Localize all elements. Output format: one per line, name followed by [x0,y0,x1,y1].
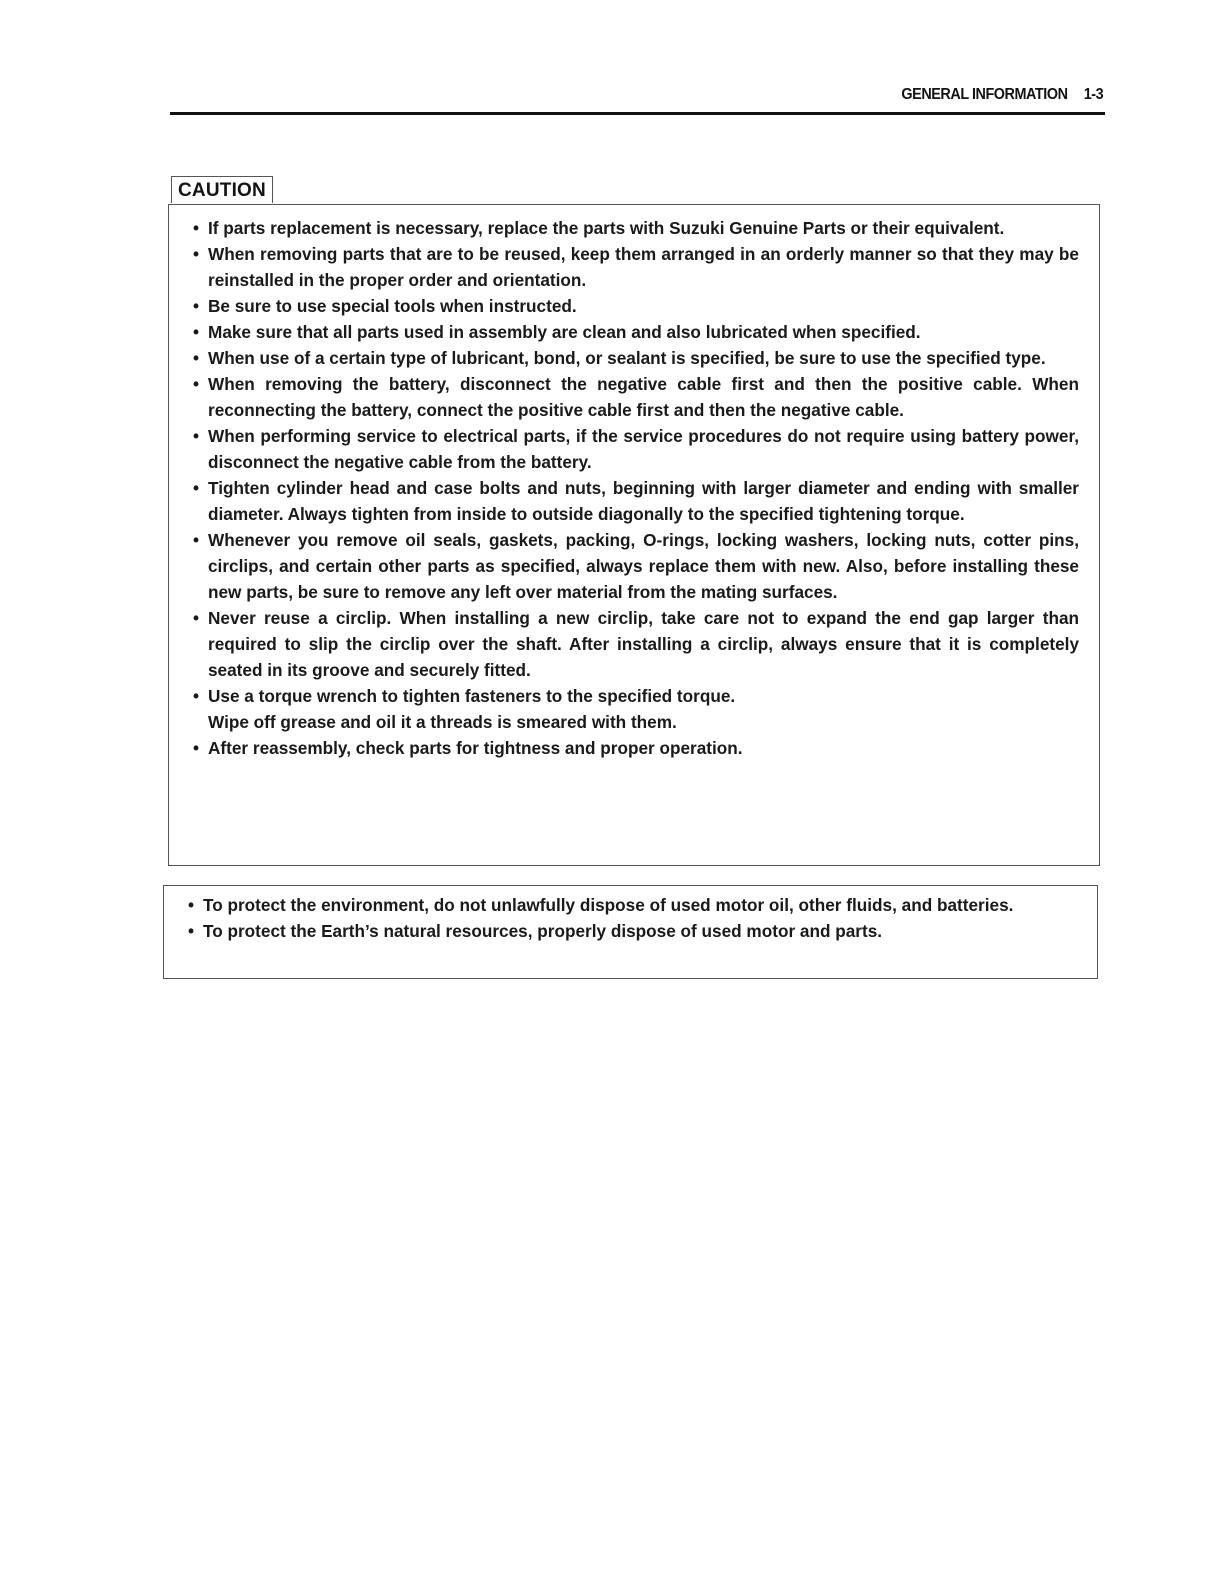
bullet-icon: • [192,738,200,758]
caution-label: CAUTION [171,176,273,203]
bullet-icon: • [192,218,200,238]
running-header [901,86,1103,104]
bullet-icon: • [192,426,200,446]
caution-item: • Never reuse a circlip. When installing a new circlip, take care not to expand the end gap larger than required to slip the circlip over the shaft. After installing a circlip, always ensure that it is completely seated in its groove and securely fitted. [189,605,1079,683]
environment-notice-list [184,892,1074,944]
section-title: GENERAL INFORMATION [901,86,1068,103]
bullet-icon: • [187,895,195,915]
caution-item: • Tighten cylinder head and case bolts and nuts, beginning with larger diameter and ending with smaller diameter. Always tighten from inside to outside diagonally to the specified tightening torque. [189,475,1079,527]
bullet-icon: • [187,921,195,941]
bullet-icon: • [192,478,200,498]
caution-item: • Use a torque wrench to tighten fasteners to the specified torque. Wipe off grease and oil it a threads is smeared with them. [189,683,1079,735]
environment-notice-box [163,885,1098,979]
caution-item: • Be sure to use special tools when instructed. [189,293,1079,319]
bullet-icon: • [192,530,200,550]
bullet-icon: • [192,296,200,316]
bullet-icon: • [192,244,200,264]
environment-notice-item: • To protect the environment, do not unlawfully dispose of used motor oil, other fluids, and batteries. [184,892,1074,918]
bullet-icon: • [192,374,200,394]
caution-item: • When performing service to electrical parts, if the service procedures do not require using battery power, disconnect the negative cable from the battery. [189,423,1079,475]
bullet-icon: • [192,322,200,342]
bullet-icon: • [192,686,200,706]
caution-list [189,215,1079,761]
caution-item: • If parts replacement is necessary, replace the parts with Suzuki Genuine Parts or their equivalent. [189,215,1079,241]
bullet-icon: • [192,608,200,628]
caution-item: • When removing parts that are to be reused, keep them arranged in an orderly manner so that they may be reinstalled in the proper order and orientation. [189,241,1079,293]
caution-box [168,204,1100,866]
caution-item: • When use of a certain type of lubricant, bond, or sealant is specified, be sure to use the specified type. [189,345,1079,371]
caution-item: • After reassembly, check parts for tightness and proper operation. [189,735,1079,761]
bullet-icon: • [192,348,200,368]
caution-item: • Make sure that all parts used in assembly are clean and also lubricated when specified. [189,319,1079,345]
page-number: 1-3 [1083,86,1103,103]
page-header [170,86,1105,115]
environment-notice-item: • To protect the Earth’s natural resources, properly dispose of used motor and parts. [184,918,1074,944]
caution-item: • Whenever you remove oil seals, gaskets, packing, O-rings, locking washers, locking nuts, cotter pins, circlips, and certain other parts as specified, always replace them with new. Also, before installing these new parts, be sure to remove any left over material from the mating surfaces. [189,527,1079,605]
caution-item: • When removing the battery, disconnect the negative cable first and then the positive cable. When reconnecting the battery, connect the positive cable first and then the negative cable. [189,371,1079,423]
